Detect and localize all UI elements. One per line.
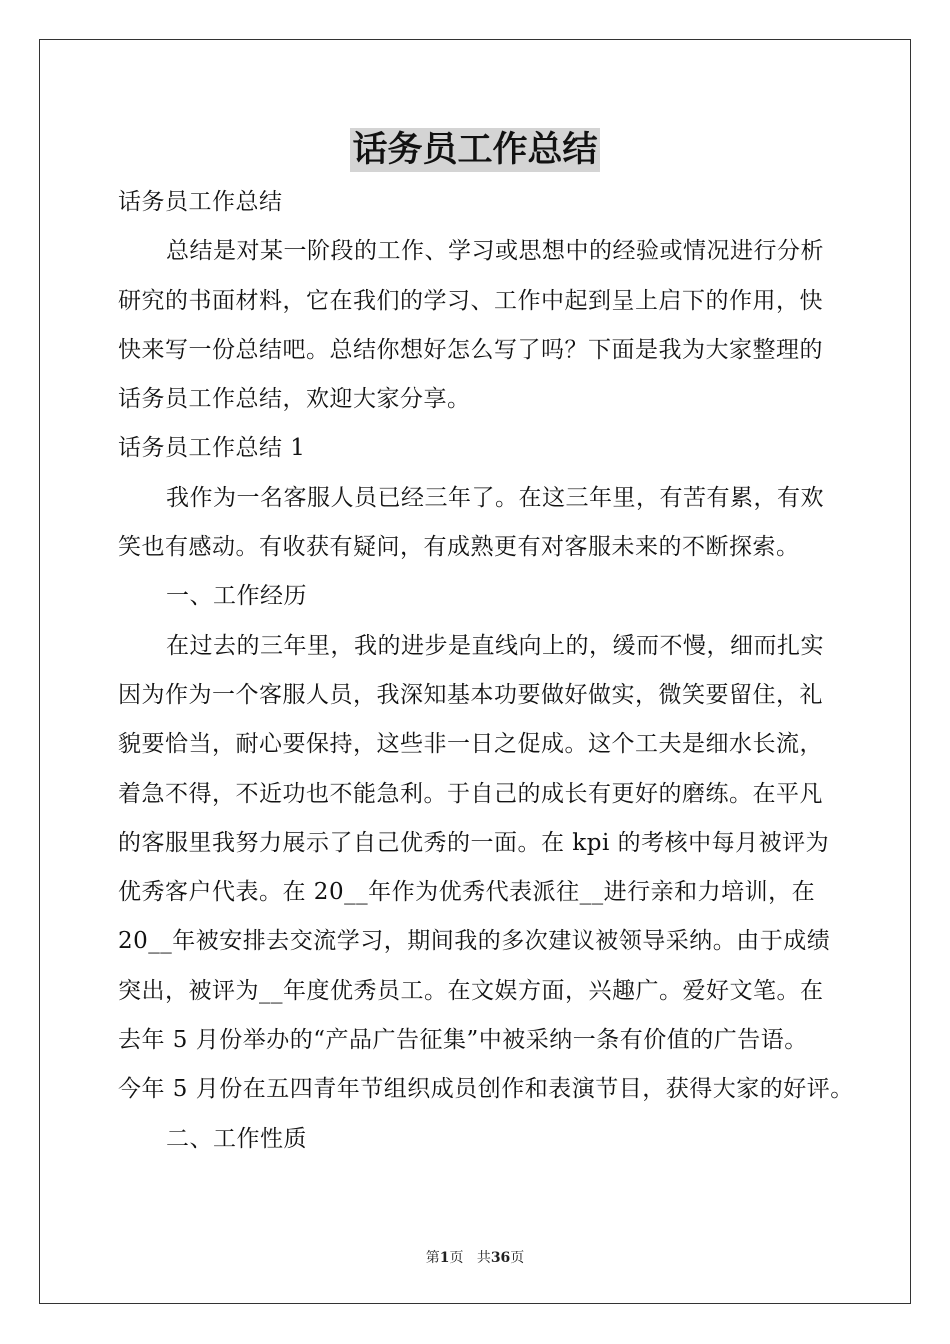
text-line: 20__年被安排去交流学习，期间我的多次建议被领导采纳。由于成绩	[118, 928, 831, 955]
text-line: 的客服里我努力展示了自己优秀的一面。在 kpi 的考核中每月被评为	[118, 829, 830, 856]
text-line: 话务员工作总结，欢迎大家分享。	[118, 386, 471, 413]
text-line: 话务员工作总结	[118, 189, 283, 215]
text-line: 一、工作经历	[166, 583, 307, 610]
text-line: 我作为一名客服人员已经三年了。在这三年里，有苦有累，有欢	[166, 484, 824, 511]
page-footer	[0, 1247, 950, 1267]
title-container	[0, 128, 950, 172]
text-line: 快来写一份总结吧。总结你想好怎么写了吗？下面是我为大家整理的	[118, 336, 823, 363]
document-body	[118, 178, 854, 1164]
text-line: 研究的书面材料，它在我们的学习、工作中起到呈上启下的作用，快	[118, 287, 823, 314]
text-line: 总结是对某一阶段的工作、学习或思想中的经验或情况进行分析	[166, 238, 824, 265]
text-line: 话务员工作总结 1	[118, 435, 306, 462]
text-line: 着急不得，不近功也不能急利。于自己的成长有更好的磨练。在平凡	[118, 780, 823, 807]
text-line: 今年 5 月份在五四青年节组织成员创作和表演节目，获得大家的好评。	[118, 1076, 854, 1103]
footer-page-suffix: 页	[449, 1250, 464, 1266]
text-line: 二、工作性质	[166, 1125, 307, 1152]
footer-page-number: 1	[439, 1250, 450, 1266]
text-line: 笑也有感动。有收获有疑问，有成熟更有对客服未来的不断探索。	[118, 534, 800, 561]
footer-total-pages: 36	[490, 1250, 511, 1266]
footer-total-prefix: 共	[476, 1250, 491, 1266]
text-line: 优秀客户代表。在 20__年作为优秀代表派往__进行亲和力培训，在	[118, 879, 816, 906]
text-line: 突出，被评为__年度优秀员工。在文娱方面，兴趣广。爱好文笔。在	[118, 977, 824, 1004]
document-title: 话务员工作总结	[352, 130, 598, 170]
text-line: 在过去的三年里，我的进步是直线向上的，缓而不慢，细而扎实	[166, 632, 824, 659]
text-line: 貌要恰当，耐心要保持，这些非一日之促成。这个工夫是细水长流，	[118, 731, 823, 758]
footer-total-suffix: 页	[510, 1250, 525, 1266]
text-line: 去年 5 月份举办的“产品广告征集”中被采纳一条有价值的广告语。	[118, 1027, 808, 1054]
text-line: 因为作为一个客服人员，我深知基本功要做好做实，微笑要留住，礼	[118, 681, 823, 708]
footer-page-prefix: 第	[425, 1250, 440, 1266]
